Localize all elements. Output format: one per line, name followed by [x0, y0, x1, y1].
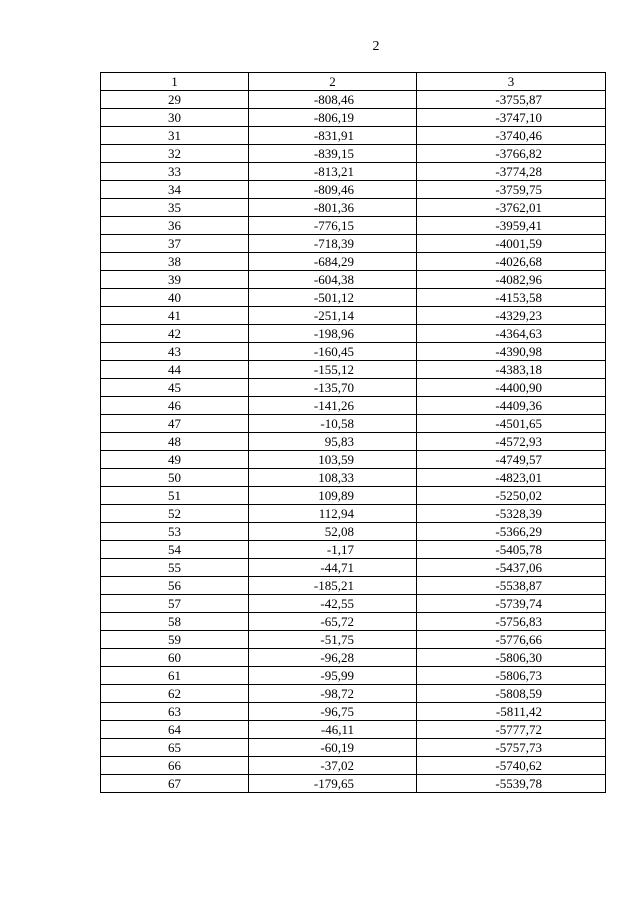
column-2-value-cell: -141,26	[249, 397, 417, 415]
column-3-value-cell: -3762,01	[417, 199, 606, 217]
column-3-value-cell: -5366,29	[417, 523, 606, 541]
table-row	[101, 217, 606, 235]
row-number-cell: 44	[101, 361, 249, 379]
column-3-value-cell: -3774,28	[417, 163, 606, 181]
table-row	[101, 271, 606, 289]
row-number-cell: 54	[101, 541, 249, 559]
column-3-value-cell: -5808,59	[417, 685, 606, 703]
row-number-cell: 45	[101, 379, 249, 397]
column-2-value-cell: -501,12	[249, 289, 417, 307]
column-2-value-cell: -42,55	[249, 595, 417, 613]
column-3-value-cell: -4749,57	[417, 451, 606, 469]
column-2-value-cell: -65,72	[249, 613, 417, 631]
table-row	[101, 343, 606, 361]
table-row	[101, 253, 606, 271]
page-number: 2	[372, 39, 380, 54]
column-3-value-cell: -4400,90	[417, 379, 606, 397]
row-number-cell: 43	[101, 343, 249, 361]
column-header-2: 2	[249, 73, 417, 91]
column-3-value-cell: -4572,93	[417, 433, 606, 451]
column-2-value-cell: 52,08	[249, 523, 417, 541]
row-number-cell: 46	[101, 397, 249, 415]
row-number-cell: 29	[101, 91, 249, 109]
column-3-value-cell: -4026,68	[417, 253, 606, 271]
table-row	[101, 703, 606, 721]
column-3-value-cell: -5328,39	[417, 505, 606, 523]
row-number-cell: 58	[101, 613, 249, 631]
table-header	[101, 73, 606, 91]
column-2-value-cell: -718,39	[249, 235, 417, 253]
column-3-value-cell: -4409,36	[417, 397, 606, 415]
column-3-value-cell: -5806,73	[417, 667, 606, 685]
row-number-cell: 59	[101, 631, 249, 649]
table-row	[101, 613, 606, 631]
column-3-value-cell: -5538,87	[417, 577, 606, 595]
row-number-cell: 40	[101, 289, 249, 307]
column-3-value-cell: -5250,02	[417, 487, 606, 505]
column-2-value-cell: -135,70	[249, 379, 417, 397]
column-3-value-cell: -3755,87	[417, 91, 606, 109]
table-row	[101, 127, 606, 145]
column-3-value-cell: -5806,30	[417, 649, 606, 667]
table-row	[101, 325, 606, 343]
row-number-cell: 51	[101, 487, 249, 505]
row-number-cell: 56	[101, 577, 249, 595]
column-2-value-cell: -96,28	[249, 649, 417, 667]
table-body	[101, 91, 606, 793]
table-row	[101, 163, 606, 181]
column-2-value-cell: -1,17	[249, 541, 417, 559]
column-3-value-cell: -5740,62	[417, 757, 606, 775]
column-3-value-cell: -3747,10	[417, 109, 606, 127]
column-2-value-cell: -604,38	[249, 271, 417, 289]
column-3-value-cell: -5757,73	[417, 739, 606, 757]
column-2-value-cell: -813,21	[249, 163, 417, 181]
table-row	[101, 721, 606, 739]
column-2-value-cell: -44,71	[249, 559, 417, 577]
table-row	[101, 307, 606, 325]
column-3-value-cell: -5776,66	[417, 631, 606, 649]
column-3-value-cell: -4823,01	[417, 469, 606, 487]
row-number-cell: 36	[101, 217, 249, 235]
column-2-value-cell: -46,11	[249, 721, 417, 739]
row-number-cell: 61	[101, 667, 249, 685]
table-row	[101, 199, 606, 217]
table-row	[101, 433, 606, 451]
row-number-cell: 41	[101, 307, 249, 325]
row-number-cell: 50	[101, 469, 249, 487]
table-row	[101, 685, 606, 703]
data-table	[100, 72, 606, 793]
column-3-value-cell: -3959,41	[417, 217, 606, 235]
row-number-cell: 67	[101, 775, 249, 793]
row-number-cell: 63	[101, 703, 249, 721]
column-3-value-cell: -5811,42	[417, 703, 606, 721]
row-number-cell: 57	[101, 595, 249, 613]
column-3-value-cell: -5756,83	[417, 613, 606, 631]
column-2-value-cell: -839,15	[249, 145, 417, 163]
table-row	[101, 649, 606, 667]
row-number-cell: 35	[101, 199, 249, 217]
row-number-cell: 30	[101, 109, 249, 127]
table-row	[101, 559, 606, 577]
column-2-value-cell: -51,75	[249, 631, 417, 649]
column-2-value-cell: -831,91	[249, 127, 417, 145]
column-2-value-cell: -95,99	[249, 667, 417, 685]
row-number-cell: 65	[101, 739, 249, 757]
table-row	[101, 145, 606, 163]
table-row	[101, 631, 606, 649]
row-number-cell: 53	[101, 523, 249, 541]
row-number-cell: 55	[101, 559, 249, 577]
table-row	[101, 469, 606, 487]
column-3-value-cell: -4383,18	[417, 361, 606, 379]
column-3-value-cell: -3740,46	[417, 127, 606, 145]
row-number-cell: 48	[101, 433, 249, 451]
column-2-value-cell: -98,72	[249, 685, 417, 703]
table-row	[101, 757, 606, 775]
column-3-value-cell: -4082,96	[417, 271, 606, 289]
column-2-value-cell: 112,94	[249, 505, 417, 523]
column-2-value-cell: -776,15	[249, 217, 417, 235]
row-number-cell: 37	[101, 235, 249, 253]
table-row	[101, 379, 606, 397]
row-number-cell: 34	[101, 181, 249, 199]
row-number-cell: 33	[101, 163, 249, 181]
column-2-value-cell: -179,65	[249, 775, 417, 793]
row-number-cell: 47	[101, 415, 249, 433]
table-row	[101, 487, 606, 505]
table-row	[101, 289, 606, 307]
row-number-cell: 52	[101, 505, 249, 523]
column-2-value-cell: -251,14	[249, 307, 417, 325]
table-row	[101, 451, 606, 469]
column-3-value-cell: -4364,63	[417, 325, 606, 343]
table-row	[101, 595, 606, 613]
table-row	[101, 775, 606, 793]
column-3-value-cell: -4153,58	[417, 289, 606, 307]
column-3-value-cell: -3759,75	[417, 181, 606, 199]
table-row	[101, 577, 606, 595]
table-row	[101, 361, 606, 379]
column-2-value-cell: 103,59	[249, 451, 417, 469]
row-number-cell: 39	[101, 271, 249, 289]
column-2-value-cell: 109,89	[249, 487, 417, 505]
column-3-value-cell: -5405,78	[417, 541, 606, 559]
table-row	[101, 667, 606, 685]
column-2-value-cell: -60,19	[249, 739, 417, 757]
row-number-cell: 60	[101, 649, 249, 667]
column-3-value-cell: -4501,65	[417, 415, 606, 433]
column-2-value-cell: -801,36	[249, 199, 417, 217]
column-header-1: 1	[101, 73, 249, 91]
column-2-value-cell: -806,19	[249, 109, 417, 127]
column-2-value-cell: 108,33	[249, 469, 417, 487]
row-number-cell: 64	[101, 721, 249, 739]
column-2-value-cell: -808,46	[249, 91, 417, 109]
table-row	[101, 505, 606, 523]
table-row	[101, 739, 606, 757]
column-2-value-cell: 95,83	[249, 433, 417, 451]
column-2-value-cell: -155,12	[249, 361, 417, 379]
column-3-value-cell: -4390,98	[417, 343, 606, 361]
column-3-value-cell: -4329,23	[417, 307, 606, 325]
table-header-row	[101, 73, 606, 91]
column-2-value-cell: -10,58	[249, 415, 417, 433]
row-number-cell: 32	[101, 145, 249, 163]
table-row	[101, 91, 606, 109]
column-3-value-cell: -5437,06	[417, 559, 606, 577]
column-2-value-cell: -809,46	[249, 181, 417, 199]
column-3-value-cell: -5739,74	[417, 595, 606, 613]
column-3-value-cell: -3766,82	[417, 145, 606, 163]
column-2-value-cell: -160,45	[249, 343, 417, 361]
column-3-value-cell: -5539,78	[417, 775, 606, 793]
table-row	[101, 397, 606, 415]
table-row	[101, 235, 606, 253]
row-number-cell: 38	[101, 253, 249, 271]
column-2-value-cell: -96,75	[249, 703, 417, 721]
column-2-value-cell: -684,29	[249, 253, 417, 271]
row-number-cell: 31	[101, 127, 249, 145]
column-2-value-cell: -37,02	[249, 757, 417, 775]
table-row	[101, 523, 606, 541]
column-3-value-cell: -4001,59	[417, 235, 606, 253]
row-number-cell: 66	[101, 757, 249, 775]
row-number-cell: 49	[101, 451, 249, 469]
column-3-value-cell: -5777,72	[417, 721, 606, 739]
row-number-cell: 42	[101, 325, 249, 343]
column-2-value-cell: -198,96	[249, 325, 417, 343]
table-row	[101, 541, 606, 559]
column-2-value-cell: -185,21	[249, 577, 417, 595]
table-row	[101, 109, 606, 127]
column-header-3: 3	[417, 73, 606, 91]
table-row	[101, 181, 606, 199]
table-row	[101, 415, 606, 433]
row-number-cell: 62	[101, 685, 249, 703]
